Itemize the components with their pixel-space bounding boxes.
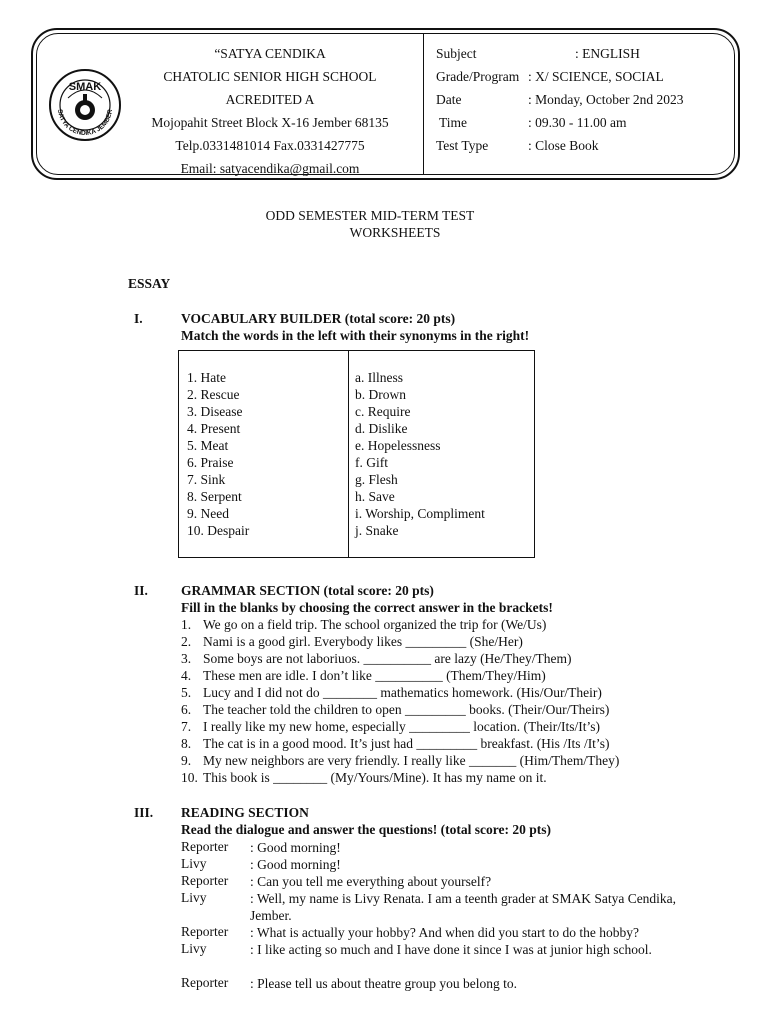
dialogue-line: : Well, my name is Livy Renata. I am a teenth grader at SMAK Satya Cendika, Jember. [250, 891, 677, 923]
dialogue-line: : What is actually your hobby? And when did you start to do the hobby? [250, 925, 639, 940]
meta-label-time: Time [439, 115, 468, 130]
dialogue-speaker: Reporter [181, 839, 229, 854]
section1-heading: VOCABULARY BUILDER (total score: 20 pts) [181, 311, 456, 326]
section1-instruction: Match the words in the left with their synonyms in the right! [181, 328, 530, 343]
vocab-word: 7. Sink [187, 472, 226, 487]
section2-heading: GRAMMAR SECTION (total score: 20 pts) [181, 583, 434, 598]
test-title: ODD SEMESTER MID-TERM TEST [265, 208, 475, 223]
meta-value-subject: : ENGLISH [575, 46, 640, 61]
section3-numeral: III. [134, 805, 154, 820]
list-item: 4. These men are idle. I don’t like __________ (Them/They/Him) [181, 668, 546, 683]
vocab-word: 5. Meat [187, 438, 229, 453]
vocab-word: 9. Need [187, 506, 229, 521]
school-name-line2: CHATOLIC SENIOR HIGH SCHOOL [163, 69, 377, 84]
vocab-table-divider [348, 351, 349, 557]
vocab-synonym: a. Illness [355, 370, 403, 385]
dialogue-speaker: Livy [181, 856, 207, 871]
list-item: 6. The teacher told the children to open _________ books. (Their/Our/Theirs) [181, 702, 610, 717]
dialogue-line: : Please tell us about theatre group you belong to. [250, 976, 517, 991]
vocab-word: 10. Despair [187, 523, 250, 538]
list-item: 2. Nami is a good girl. Everybody likes _________ (She/Her) [181, 634, 523, 649]
vocab-synonym: f. Gift [355, 455, 388, 470]
dialogue-line: : Good morning! [250, 857, 341, 872]
logo-text: SMAK [68, 81, 102, 93]
vocab-word: 6. Praise [187, 455, 234, 470]
school-logo-icon [48, 68, 122, 142]
dialogue-line: : Can you tell me everything about yourself? [250, 874, 492, 889]
section2-numeral: II. [134, 583, 148, 598]
vocab-word: 4. Present [187, 421, 241, 436]
vocab-synonym: e. Hopelessness [355, 438, 441, 453]
logo-ring-text: SATYA CENDIKA JEMBER [55, 108, 115, 138]
vocab-word: 1. Hate [187, 370, 226, 385]
list-item: 10. This book is ________ (My/Yours/Mine). It has my name on it. [181, 770, 547, 785]
vocab-synonym: i. Worship, Compliment [355, 506, 485, 521]
meta-label-test-type: Test Type [436, 138, 489, 153]
vocab-word: 3. Disease [187, 404, 243, 419]
vocab-right-column [355, 369, 485, 539]
school-name-line1: “SATYA CENDIKA [214, 46, 326, 61]
vocab-table [178, 350, 535, 558]
dialogue-speaker: Livy [181, 890, 207, 905]
list-item: 8. The cat is in a good mood. It’s just had _________ breakfast. (His /Its /It’s) [181, 736, 610, 751]
dialogue-speaker: Reporter [181, 924, 229, 939]
list-item: 1. We go on a field trip. The school organized the trip for (We/Us) [181, 617, 547, 632]
vocab-synonym: d. Dislike [355, 421, 408, 436]
school-address: Mojopahit Street Block X-16 Jember 68135 [151, 115, 389, 130]
meta-label-subject: Subject [436, 46, 477, 61]
dialogue-line: : I like acting so much and I have done it since I was at junior high school. [250, 942, 652, 957]
dialogue-speaker: Livy [181, 941, 207, 956]
section3-heading: READING SECTION [181, 805, 309, 820]
dialogue-line: : Good morning! [250, 840, 341, 855]
dialogue-speaker: Reporter [181, 873, 229, 888]
essay-label: ESSAY [128, 276, 171, 291]
list-item: 7. I really like my new home, especially _________ location. (Their/Its/It’s) [181, 719, 601, 734]
meta-value-test-type: : Close Book [528, 138, 599, 153]
meta-value-time: : 09.30 - 11.00 am [528, 115, 627, 130]
vocab-synonym: g. Flesh [355, 472, 398, 487]
vocab-synonym: c. Require [355, 404, 411, 419]
meta-label-grade: Grade/Program [436, 69, 520, 84]
vocab-synonym: h. Save [355, 489, 395, 504]
section3-instruction: Read the dialogue and answer the questions! (total score: 20 pts) [181, 822, 552, 837]
school-accreditation: ACREDITED A [225, 92, 315, 107]
vocab-word: 2. Rescue [187, 387, 240, 402]
vocab-synonym: j. Snake [355, 523, 399, 538]
dialogue-speaker: Reporter [181, 975, 229, 990]
list-item: 5. Lucy and I did not do ________ mathematics homework. (His/Our/Their) [181, 685, 602, 700]
school-email: Email: satyacendika@gmail.com [180, 161, 360, 176]
meta-label-date: Date [436, 92, 462, 107]
test-subtitle: WORKSHEETS [349, 225, 441, 240]
section2-instruction: Fill in the blanks by choosing the correct answer in the brackets! [181, 600, 553, 615]
vocab-left-column [187, 369, 249, 539]
vocab-synonym: b. Drown [355, 387, 406, 402]
meta-value-date: : Monday, October 2nd 2023 [528, 92, 684, 107]
header-divider [423, 34, 424, 174]
list-item: 3. Some boys are not laboriuos. __________ are lazy (He/They/Them) [181, 651, 572, 666]
list-item: 9. My new neighbors are very friendly. I really like _______ (Him/Them/They) [181, 753, 620, 768]
vocab-word: 8. Serpent [187, 489, 242, 504]
section1-numeral: I. [134, 311, 143, 326]
school-phone: Telp.0331481014 Fax.0331427775 [175, 138, 365, 153]
meta-value-grade: : X/ SCIENCE, SOCIAL [528, 69, 664, 84]
